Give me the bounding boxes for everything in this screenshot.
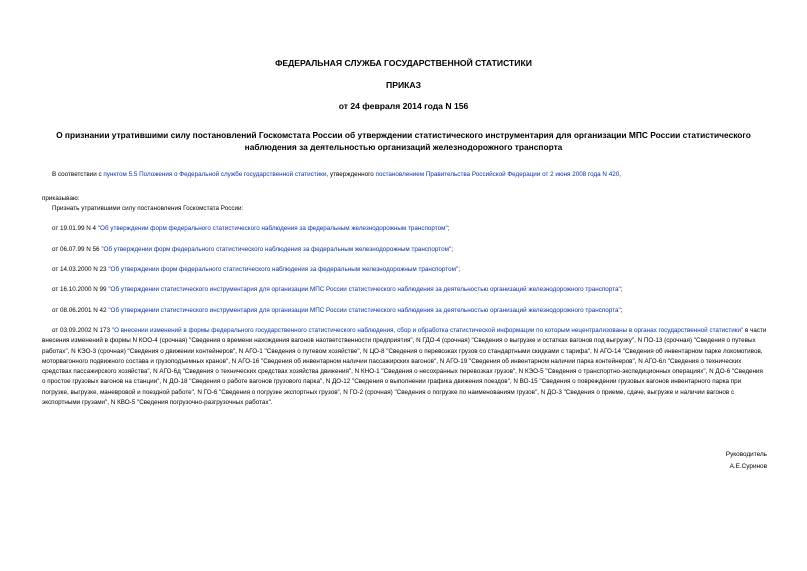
regulation-link[interactable]: пунктом 5.5 Положения о Федеральной службе государственной статистики [103, 171, 327, 178]
decree-link[interactable]: "Об утверждении статистического инструментария для организации МПС России статистического наблюдения за деятельностью организаций железнодорожного транспорта" [108, 286, 621, 293]
government-decree-link[interactable]: постановлением Правительства Российской Федерации от 2 июня 2008 года N 420 [375, 171, 620, 178]
signature-name: А.Е.Суринов [729, 463, 767, 470]
list-item-last: от 03.09.2002 N 173 "О внесении изменений в формы федерального государственного статистического наблюдения, сбор и обработка статистической информации по которым нецентрализованы в органах государственной статистики" в части внесения изменений в формы N КОО-4 (срочная) "Сведения о времени нахождения вагонов наответственности предприятия", N ГДО-4 (срочная) "Сведения о выгрузке и остатках вагонов под выгрузку", N ПО-13 (срочная) "Сведения о путевых работах", N КЭО-3 (срочная) "Сведения о движении контейнеров", N АГО-1 "Сведения о путевом хозяйстве", N ЦО-8 "Сведения о перевозках грузов со стандартными скидками с тарифа", N АГО-14 "Сведения об инвентарном парке локомотивов, моторвагонного подвижного состава и грузоподъемных кранов", N АГО-16 "Сведения об инвентарном наличии пассажирских вагонов", N АГО-19 "Сведения об инвентарном наличии парка контейнеров", N АГО-6л "Сведения о технических средствах пассажирского хозяйства", N АГО-6д "Сведения о технических средствах хозяйства движения", N КНО-1 "Сведения о несохранных перевозках грузов", N КЭО-5 "Сведения о транспортно-экспедиционных операциях", N ДО-6 "Сведения о простое грузовых вагонов на станции", N ДО-18 "Сведения о работе вагонов грузового парка", N ДО-12 "Сведения о выполнении графика движения поездов", N ВО-15 "Сведения о повреждении грузовых вагонов инвентарного парка при погрузке, выгрузке, маневровой и поездной работе", N ГО-6 "Сведения о погрузке экспортных грузов", N ГО-2 (срочная) "Сведения о погрузке по наименованиям грузов", N ДО-3 "Сведения о приеме, сдаче, выгрузке и наличии вагонов с экспортными грузами", N КВО-5 "Сведения погрузочно-разгрузочных работах". [42, 327, 767, 407]
decree-link[interactable]: "О внесении изменений в формы федерального государственного статистического наблюдения, сбор и обработка статистической информации по которым нецентрализованы в органах государственной статистики" [111, 327, 744, 334]
list-item: от 06.07.99 N 56 "Об утверждении форм федерального статистического наблюдения за федеральным железнодорожным транспортом"; [52, 246, 453, 253]
list-item: от 19.01.99 N 4 "Об утверждении форм федерального статистического наблюдения за федеральным железнодорожным транспортом"; [52, 225, 450, 232]
preamble: В соответствии с пунктом 5.5 Положения о Федеральной службе государственной статистики, утвержденного постановлением Правительства Российской Федерации от 2 июня 2008 года N 420, [52, 171, 621, 178]
intro-paragraph: Признать утратившими силу постановления Госкомстата России: [52, 205, 244, 212]
document-title: О признании утратившими силу постановлений Госкомстата России об утверждении статистического инструментария для организации МПС России статистического наблюдения за деятельностью организаций железнодорожного транспорта [56, 130, 751, 152]
list-item: от 08.06.2001 N 42 "Об утверждении статистического инструментария для организации МПС России статистического наблюдения за деятельностью организаций железнодорожного транспорта"; [52, 307, 623, 314]
decree-link[interactable]: "Об утверждении форм федерального статистического наблюдения за федеральным железнодорожным транспортом" [101, 246, 452, 253]
decree-link[interactable]: "Об утверждении форм федерального статистического наблюдения за федеральным железнодорожным транспортом" [97, 225, 448, 232]
order-type: ПРИКАЗ [386, 80, 421, 90]
list-item: от 16.10.2000 N 99 "Об утверждении статистического инструментария для организации МПС России статистического наблюдения за деятельностью организаций железнодорожного транспорта"; [52, 286, 623, 293]
agency-name: ФЕДЕРАЛЬНАЯ СЛУЖБА ГОСУДАРСТВЕННОЙ СТАТИСТИКИ [275, 58, 532, 68]
order-date: от 24 февраля 2014 года N 156 [338, 101, 469, 111]
decree-link[interactable]: "Об утверждении форм федерального статистического наблюдения за федеральным железнодорожным транспортом" [108, 266, 459, 273]
decree-link[interactable]: "Об утверждении статистического инструментария для организации МПС России статистического наблюдения за деятельностью организаций железнодорожного транспорта" [108, 307, 621, 314]
order-word: приказываю: [42, 195, 80, 202]
signature-position: Руководитель [725, 451, 767, 458]
list-item: от 14.03.2000 N 23 "Об утверждении форм федерального статистического наблюдения за федеральным железнодорожным транспортом"; [52, 266, 460, 273]
